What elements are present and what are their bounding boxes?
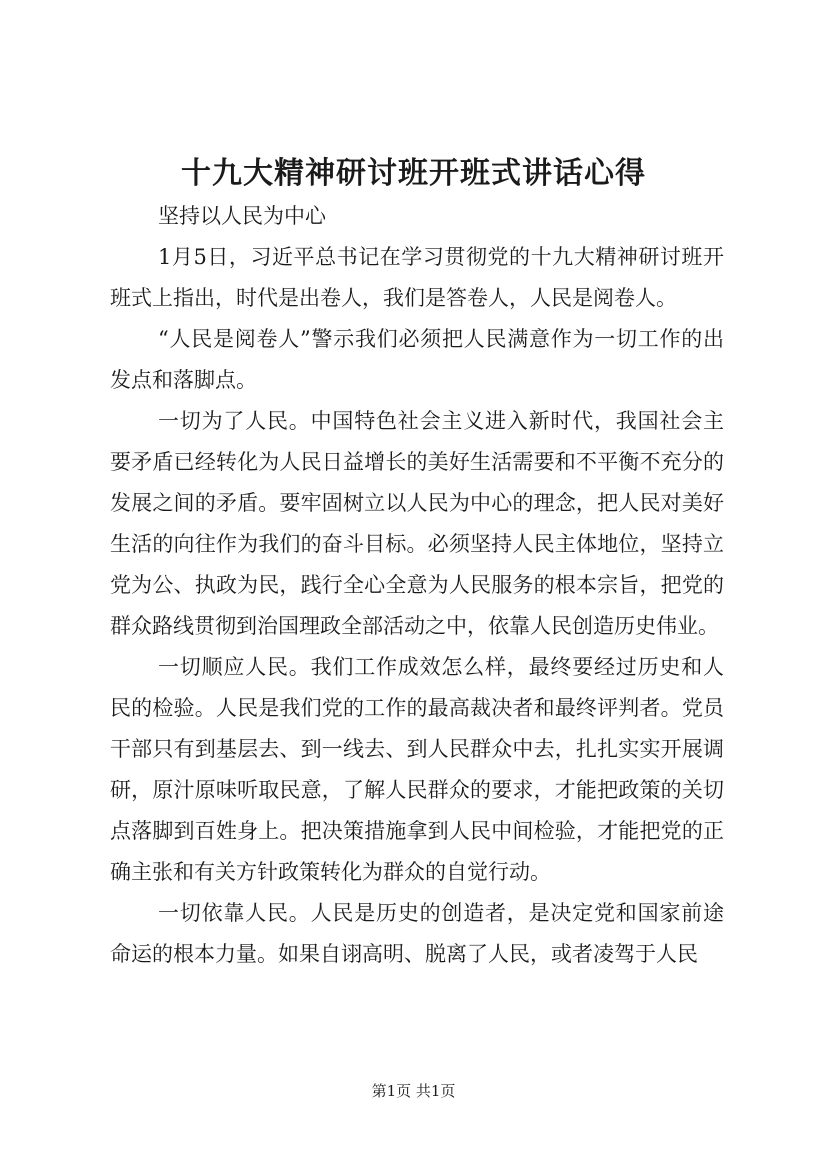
paragraph-3: 一切为了人民。中国特色社会主义进入新时代，我国社会主要矛盾已经转化为人民日益增长的美好生活需要和不平衡不充分的发展之间的矛盾。要牢固树立以人民为中心的理念，把人民对美好生活的向往作为我们的奋斗目标。必须坚持人民主体地位，坚持立党为公、执政为民，践行全心全意为人民服务的根本宗旨，把党的群众路线贯彻到治国理政全部活动之中，依靠人民创造历史伟业。 [110, 409, 724, 638]
document-subtitle: 坚持以人民为中心 [158, 204, 326, 228]
paragraph-1: 1月5日，习近平总书记在学习贯彻党的十九大精神研讨班开班式上指出，时代是出卷人，我们是答卷人，人民是阅卷人。 [110, 245, 724, 310]
document-title: 十九大精神研讨班开班式讲话心得 [181, 156, 646, 191]
paragraph-2: “人民是阅卷人”警示我们必须把人民满意作为一切工作的出发点和落脚点。 [110, 327, 724, 392]
document-body [110, 237, 724, 975]
paragraph-4: 一切顺应人民。我们工作成效怎么样，最终要经过历史和人民的检验。人民是我们党的工作的最高裁决者和最终评判者。党员干部只有到基层去、到一线去、到人民群众中去，扎扎实实开展调研，原汁原味听取民意，了解人民群众的要求，才能把政策的关切点落脚到百姓身上。把决策措施拿到人民中间检验，才能把党的正确主张和有关方针政策转化为群众的自觉行动。 [110, 655, 724, 884]
paragraph-5: 一切依靠人民。人民是历史的创造者，是决定党和国家前途命运的根本力量。如果自诩高明、脱离了人民，或者凌驾于人民 [110, 901, 724, 966]
page-footer: 第1页 共1页 [371, 1082, 456, 1100]
